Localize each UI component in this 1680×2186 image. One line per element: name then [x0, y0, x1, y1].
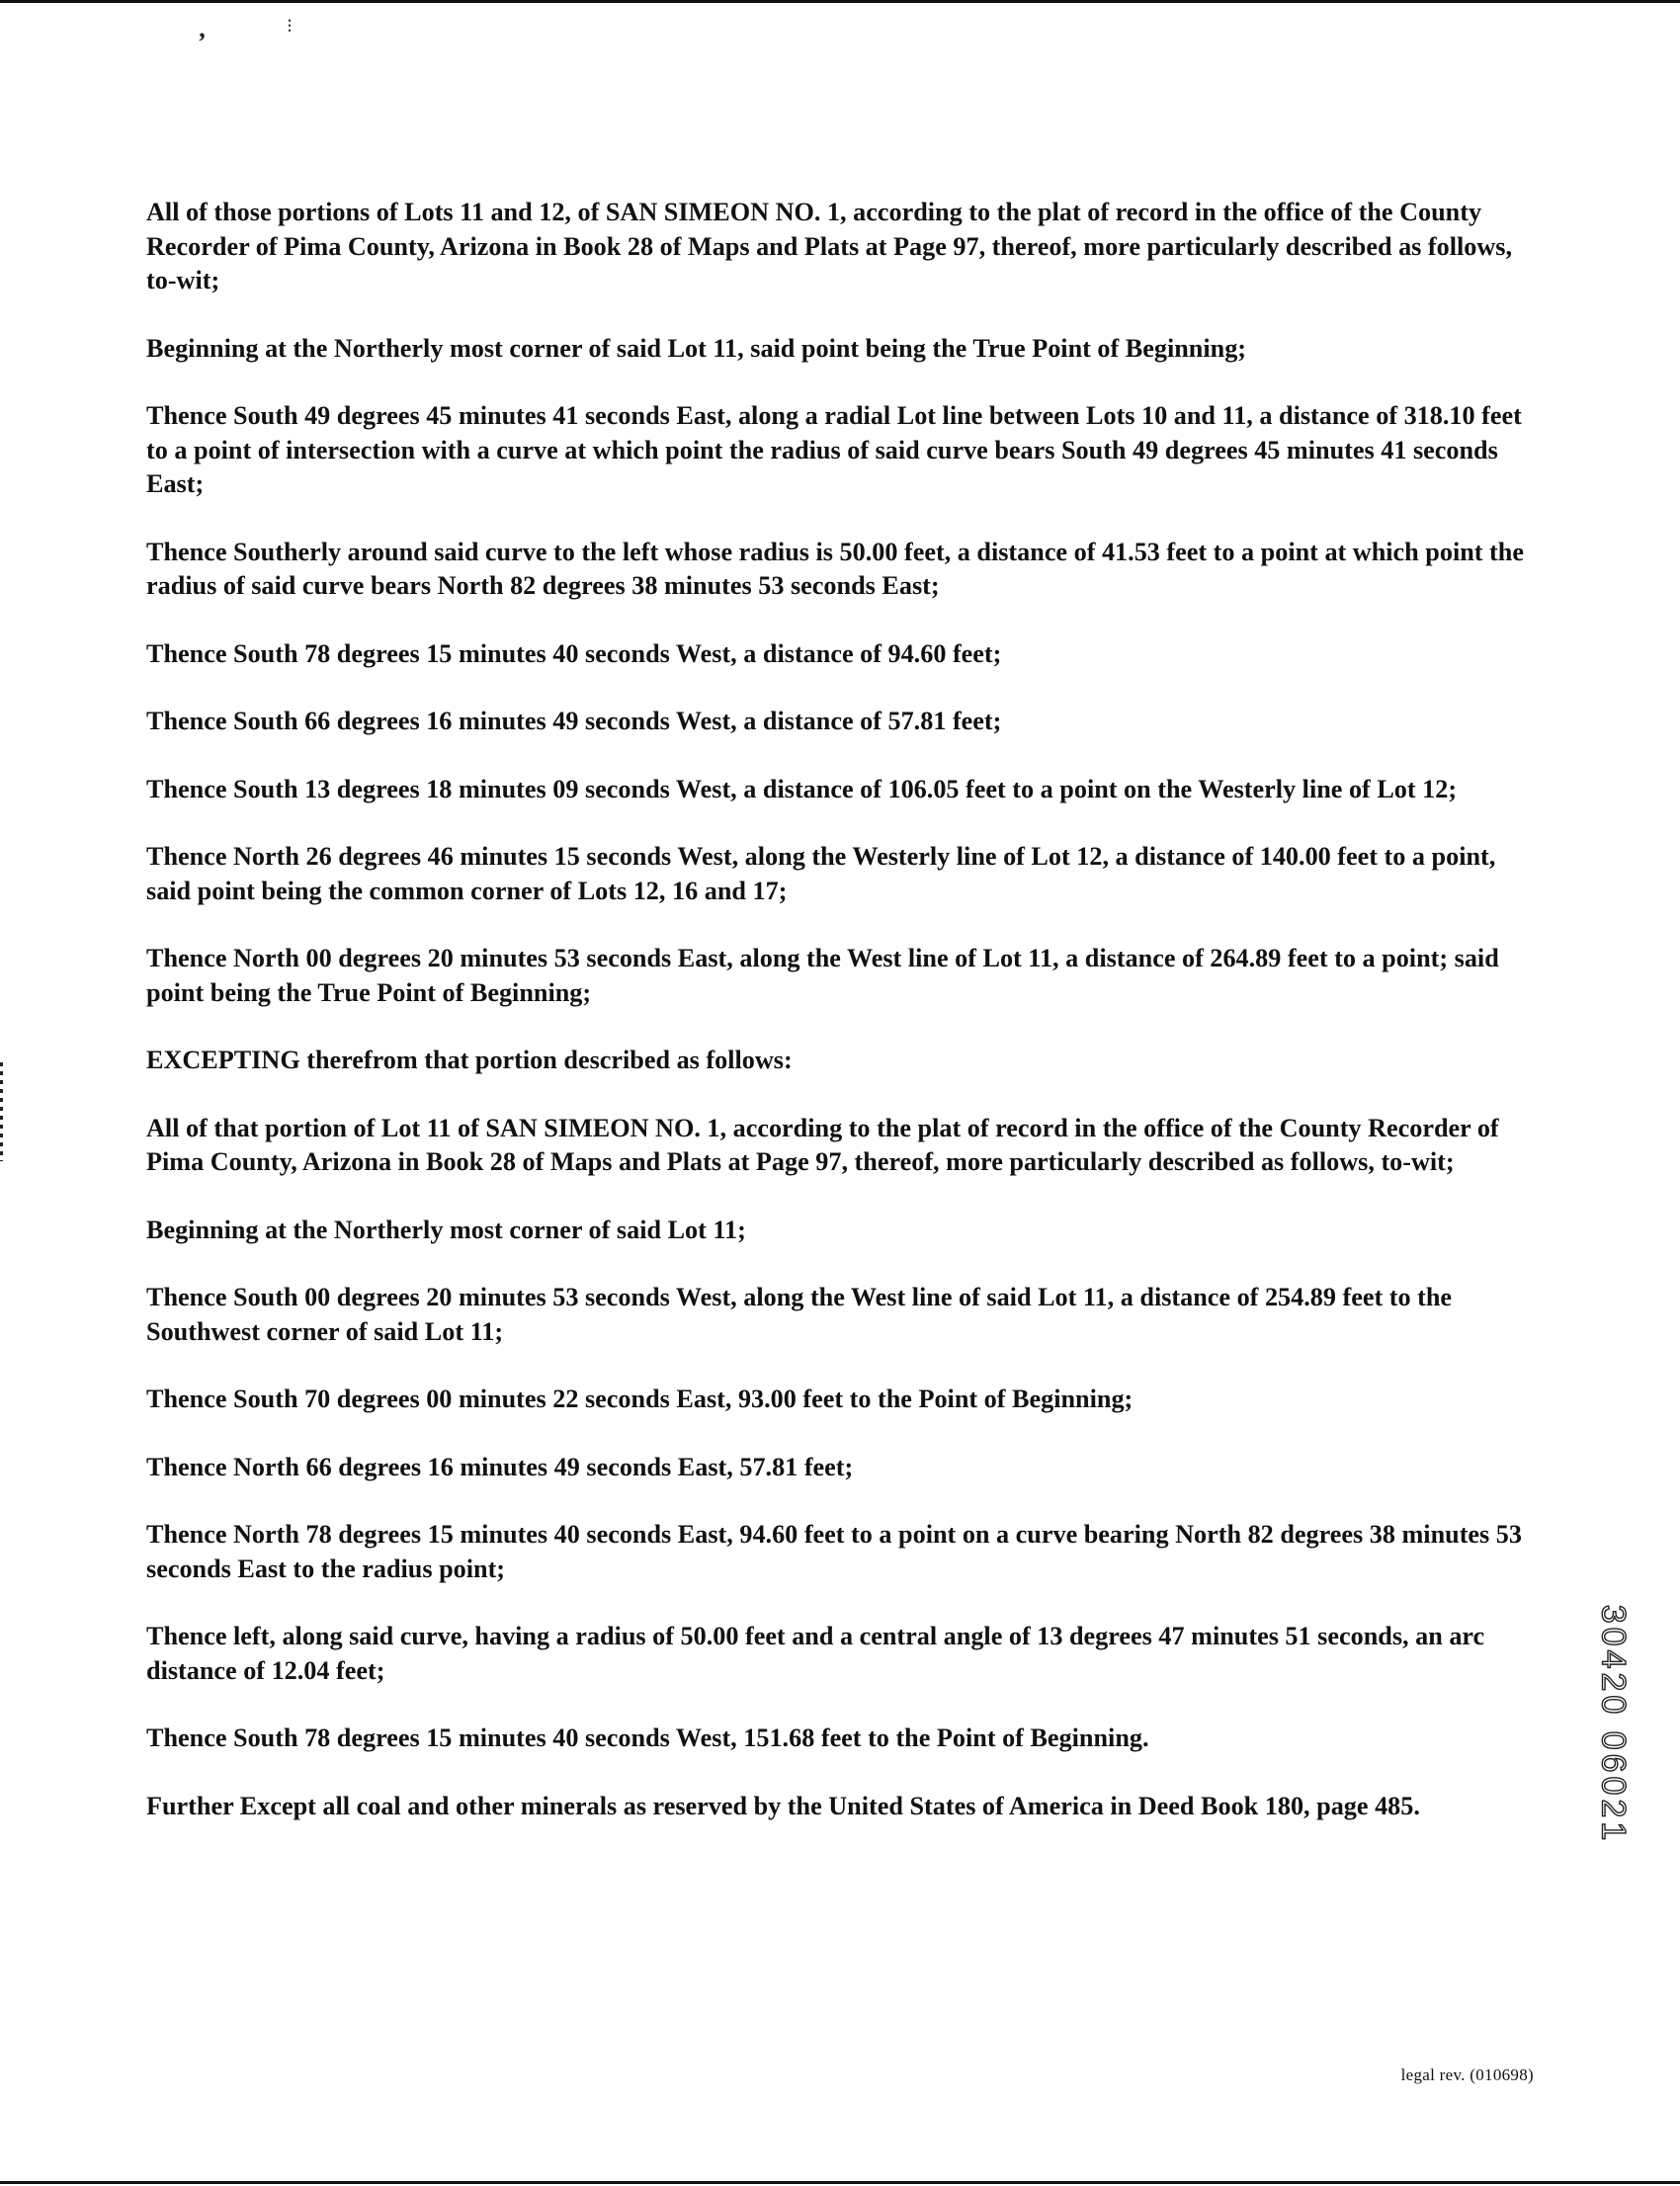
recording-stamp-number: 30420 06021	[1594, 1604, 1633, 1845]
paragraph-excepting: EXCEPTING therefrom that portion described as follows:	[146, 1046, 793, 1074]
paragraph-course: Thence South 78 degrees 15 minutes 40 seconds West, a distance of 94.60 feet;	[146, 638, 1002, 668]
paragraph-course: Thence North 00 degrees 20 minutes 53 seconds East, along the West line of Lot 11, a distance of 264.89 feet to a point; said point being the True Point of Beginning;	[146, 944, 1499, 1007]
paragraph-exception-intro: All of that portion of Lot 11 of SAN SIMEON NO. 1, according to the plat of record in the office of the County Recorder of Pima County, Arizona in Book 28 of Maps and Plats at Page 97, thereof, more particularly described as follows, to-wit;	[146, 1113, 1499, 1176]
paragraph-course: Thence Southerly around said curve to the left whose radius is 50.00 feet, a distance of 41.53 feet to a point at which point the radius of said curve bears North 82 degrees 38 minutes 53 seconds East;	[146, 537, 1524, 600]
top-scan-border	[0, 0, 1680, 3]
paragraph-exception-course: Thence South 00 degrees 20 minutes 53 seconds West, along the West line of said Lot 11, a distance of 254.89 feet to the Southwest corner of said Lot 11;	[146, 1283, 1453, 1346]
left-scan-mark	[0, 1062, 3, 1161]
bottom-scan-border	[0, 2181, 1680, 2184]
scan-speck: ’	[198, 28, 207, 56]
legal-description	[146, 196, 1530, 1857]
paragraph-exception-course: Thence left, along said curve, having a radius of 50.00 feet and a central angle of 13 degrees 47 minutes 51 seconds, an arc distance of 12.04 feet;	[146, 1622, 1485, 1685]
footer-revision-reference: legal rev. (010698)	[1400, 2065, 1534, 2084]
recording-stamp	[1593, 1591, 1633, 1858]
paragraph-exception-course: Thence North 66 degrees 16 minutes 49 seconds East, 57.81 feet;	[146, 1452, 854, 1481]
paragraph-course: Thence North 26 degrees 46 minutes 15 seconds West, along the Westerly line of Lot 12, a distance of 140.00 feet to a point, said point being the common corner of Lots 12, 16 and 17;	[146, 842, 1496, 905]
paragraph-intro: All of those portions of Lots 11 and 12, of SAN SIMEON NO. 1, according to the plat of record in the office of the County Recorder of Pima County, Arizona in Book 28 of Maps and Plats at Page 97, thereof, more particularly described as follows, to-wit;	[146, 198, 1513, 294]
paragraph-minerals-reservation: Further Except all coal and other minerals as reserved by the United States of America in Deed Book 180, page 485.	[146, 1791, 1420, 1820]
paragraph-course: Thence South 66 degrees 16 minutes 49 seconds West, a distance of 57.81 feet;	[146, 707, 1002, 735]
scan-speck: ⋮	[283, 19, 296, 34]
paragraph-exception-beginning: Beginning at the Northerly most corner of said Lot 11;	[146, 1215, 746, 1244]
paragraph-exception-course: Thence South 70 degrees 00 minutes 22 seconds East, 93.00 feet to the Point of Beginning;	[146, 1385, 1134, 1413]
paragraph-course: Thence South 49 degrees 45 minutes 41 seconds East, along a radial Lot line between Lots 10 and 11, a distance of 318.10 feet to a point of intersection with a curve at which point the radius of said curve bears South 49 degrees 45 minutes 41 seconds East;	[146, 401, 1522, 498]
paragraph-course: Thence South 13 degrees 18 minutes 09 seconds West, a distance of 106.05 feet to a point on the Westerly line of Lot 12;	[146, 774, 1458, 803]
paragraph-exception-course: Thence North 78 degrees 15 minutes 40 seconds East, 94.60 feet to a point on a curve bearing North 82 degrees 38 minutes 53 seconds East to the radius point;	[146, 1520, 1522, 1583]
paragraph-exception-course: Thence South 78 degrees 15 minutes 40 seconds West, 151.68 feet to the Point of Beginning.	[146, 1724, 1149, 1752]
paragraph-beginning: Beginning at the Northerly most corner of said Lot 11, said point being the True Point of Beginning;	[146, 333, 1247, 363]
